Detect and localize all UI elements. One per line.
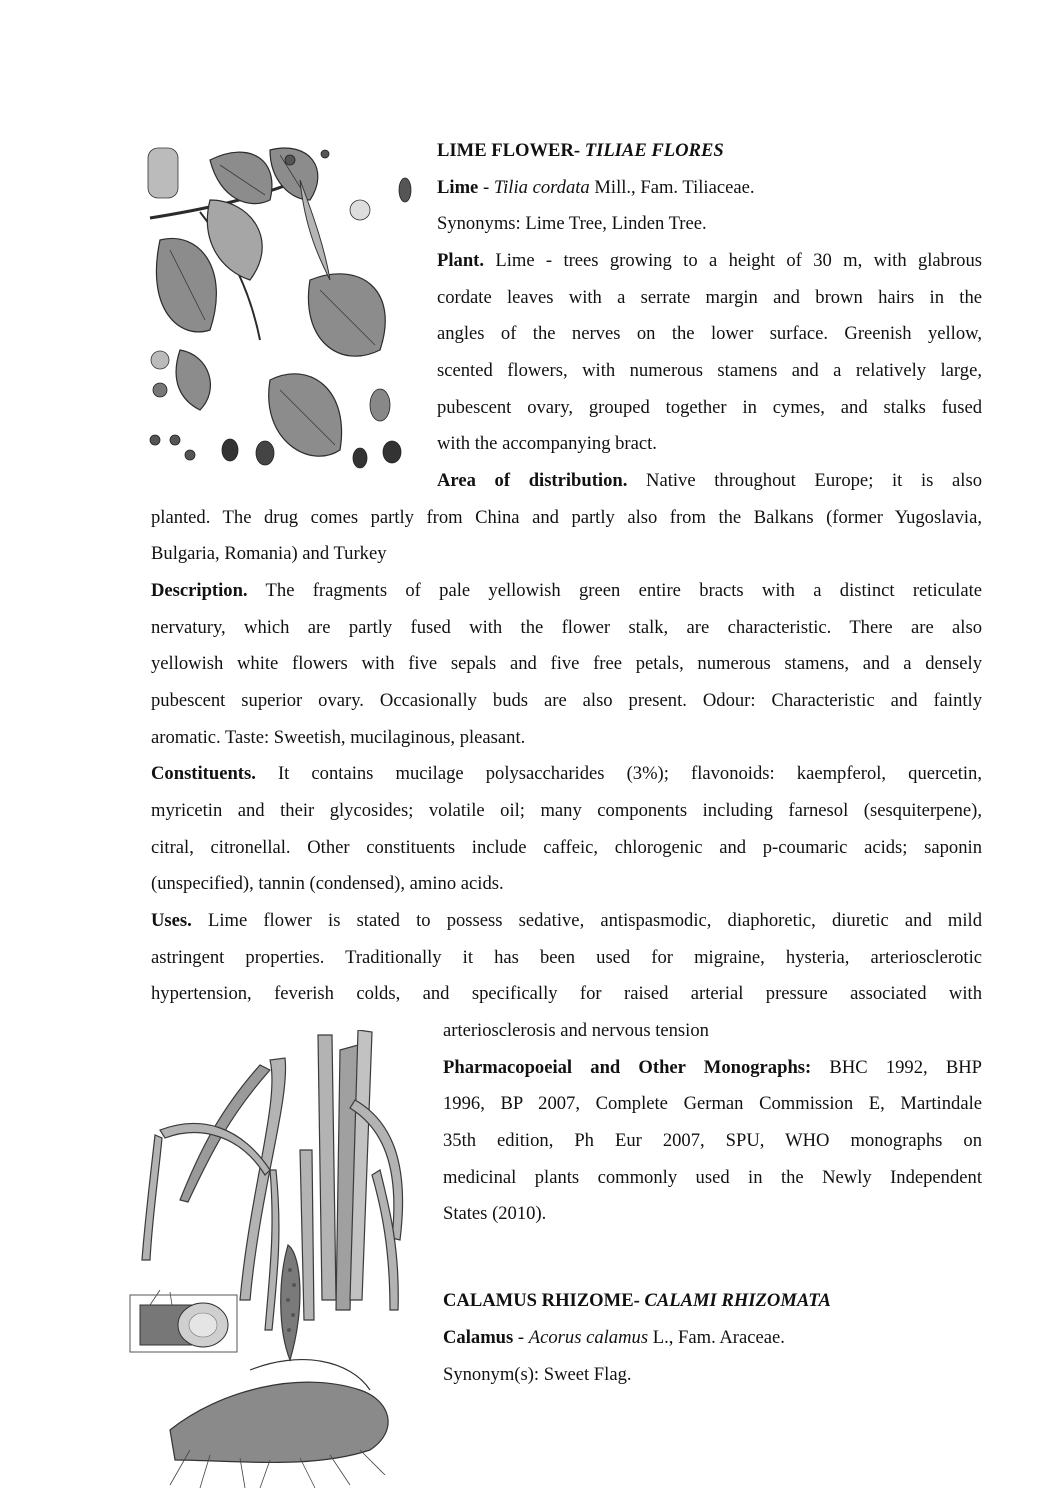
lime-plant-line-1	[437, 243, 982, 280]
lime-mono-line-5: States (2010).	[443, 1203, 547, 1224]
lime-title-main: LIME FLOWER-	[437, 140, 581, 161]
calamus-species-common: Calamus	[443, 1327, 514, 1348]
lime-const-line-4: (unspecified), tannin (condensed), amino acids.	[151, 873, 504, 894]
lime-desc-head: Description.	[151, 580, 248, 601]
lime-uses-line-3: hypertension, feverish colds, and specifically for raised arterial pressure associated with	[151, 983, 982, 1004]
calamus-title-latin: CALAMI RHIZOMATA	[644, 1290, 831, 1311]
lime-const-text: It contains mucilage polysaccharides (3%); flavonoids: kaempferol, quercetin,	[255, 763, 982, 784]
lime-desc-line-5: aromatic. Taste: Sweetish, mucilaginous, pleasant.	[151, 727, 526, 748]
lime-area-line-2: planted. The drug comes partly from China and partly also from the Balkans (former Yugoslavia,	[151, 507, 982, 528]
lime-plant-line-5: pubescent ovary, grouped together in cymes, and stalks fused	[437, 397, 982, 418]
lime-title	[437, 133, 997, 170]
calamus-species-sep: -	[513, 1327, 529, 1348]
lime-species-common: Lime	[437, 177, 479, 198]
lime-area-head: Area of distribution.	[437, 470, 628, 491]
lime-title-latin: TILIAE FLORES	[584, 140, 724, 161]
lime-const-line-3: citral, citronellal. Other constituents include caffeic, chlorogenic and p-coumaric acids; saponin	[151, 837, 982, 858]
lime-mono-line-1	[443, 1050, 982, 1087]
lime-uses-head: Uses.	[151, 910, 192, 931]
lime-plant-line-4: scented flowers, with numerous stamens and a relatively large,	[437, 360, 982, 381]
lime-mono-line-2: 1996, BP 2007, Complete German Commission E, Martindale	[443, 1093, 982, 1114]
lime-uses-line-2: astringent properties. Traditionally it has been used for migraine, hysteria, arteriosclerotic	[151, 947, 982, 968]
lime-species-rest: Mill., Fam. Tiliaceae.	[589, 177, 755, 198]
calamus-synonyms: Synonym(s): Sweet Flag.	[443, 1364, 632, 1385]
acorus-calamus-illustration	[100, 1030, 435, 1490]
calamus-species-line	[443, 1320, 1003, 1357]
lime-const-head: Constituents.	[151, 763, 256, 784]
calamus-species-rest: L., Fam. Araceae.	[648, 1327, 785, 1348]
lime-uses-line-4: arteriosclerosis and nervous tension	[443, 1020, 709, 1041]
lime-plant-line-2: cordate leaves with a serrate margin and brown hairs in the	[437, 287, 982, 308]
tilia-cordata-illustration	[140, 140, 415, 480]
lime-mono-line-3: 35th edition, Ph Eur 2007, SPU, WHO monographs on	[443, 1130, 982, 1151]
lime-species-line	[437, 170, 997, 207]
calamus-title	[443, 1283, 1003, 1320]
calamus-title-main: CALAMUS RHIZOME-	[443, 1290, 640, 1311]
lime-species-sep: -	[478, 177, 494, 198]
lime-mono-head: Pharmacopoeial and Other Monographs:	[443, 1057, 812, 1078]
lime-desc-line-4: pubescent superior ovary. Occasionally buds are also present. Odour: Characteristic and faintly	[151, 690, 982, 711]
lime-mono-line-4: medicinal plants commonly used in the Newly Independent	[443, 1167, 982, 1188]
lime-plant-text: Lime - trees growing to a height of 30 m, with glabrous	[484, 250, 982, 271]
lime-mono-text: BHC 1992, BHP	[811, 1057, 983, 1078]
lime-plant-head: Plant.	[437, 250, 485, 271]
lime-const-line-2: myricetin and their glycosides; volatile oil; many components including farnesol (sesquiterpene),	[151, 800, 982, 821]
lime-area-text: Native throughout Europe; it is also	[627, 470, 982, 491]
lime-uses-text: Lime flower is stated to possess sedative, antispasmodic, diaphoretic, diuretic and mild	[191, 910, 982, 931]
lime-area-line-1	[437, 463, 982, 500]
lime-desc-line-1	[151, 573, 982, 610]
lime-desc-line-2: nervatury, which are partly fused with the flower stalk, are characteristic. There are also	[151, 617, 982, 638]
calamus-species-latin: Acorus calamus	[528, 1327, 649, 1348]
lime-uses-line-1	[151, 903, 982, 940]
lime-plant-line-6: with the accompanying bract.	[437, 433, 657, 454]
lime-species-latin: Tilia cordata	[493, 177, 590, 198]
lime-plant-line-3: angles of the nerves on the lower surface. Greenish yellow,	[437, 323, 982, 344]
lime-const-line-1	[151, 756, 982, 793]
lime-desc-line-3: yellowish white flowers with five sepals and five free petals, numerous stamens, and a densely	[151, 653, 982, 674]
lime-desc-text: The fragments of pale yellowish green entire bracts with a distinct reticulate	[247, 580, 982, 601]
lime-synonyms: Synonyms: Lime Tree, Linden Tree.	[437, 213, 707, 234]
lime-area-line-3: Bulgaria, Romania) and Turkey	[151, 543, 387, 564]
